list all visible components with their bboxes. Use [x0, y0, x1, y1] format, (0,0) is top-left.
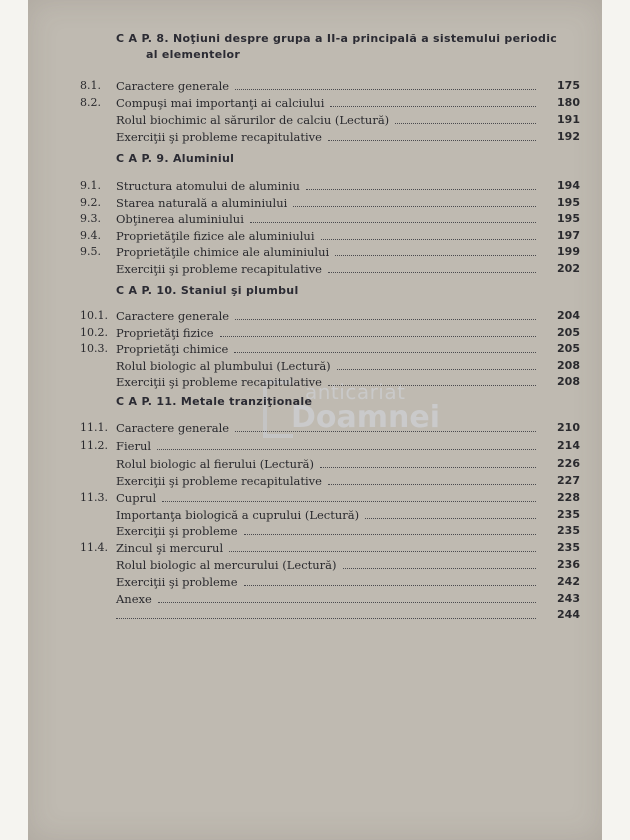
section-title: Compuşi mai importanţi ai calciului [116, 96, 325, 110]
page-number: 194 [557, 179, 580, 192]
dot-leader [337, 358, 536, 370]
section-title: Rolul biologic al fierului (Lectură) [116, 457, 314, 471]
section-title: Importanţa biologică a cuprului (Lectură) [116, 508, 360, 522]
page-number: 236 [557, 558, 580, 571]
section-title: Exerciţii şi probleme recapitulative [116, 130, 322, 144]
page-number: 195 [557, 196, 580, 209]
toc-entry [0, 195, 580, 211]
page-number: 199 [557, 245, 580, 258]
section-title: Proprietăţi fizice [116, 326, 214, 340]
section-title: Rolul biochimic al sărurilor de calciu (Lectură) [116, 113, 390, 127]
chapter-heading: C A P. 11. Metale tranziţionale [116, 395, 313, 408]
chapter-heading: C A P. 9. Aluminiul [116, 152, 235, 165]
page-number: 204 [557, 309, 580, 322]
section-number: 10.2. [80, 326, 108, 339]
toc-entry [0, 574, 580, 590]
page-number: 214 [557, 439, 580, 452]
page-number: 191 [557, 113, 580, 126]
toc-entry [0, 95, 580, 111]
page-number: 197 [557, 229, 580, 242]
toc-entry [0, 178, 580, 194]
dot-leader [328, 473, 536, 485]
section-number: 8.2. [80, 96, 101, 109]
chapter-heading: C A P. 10. Staniul şi plumbul [116, 284, 299, 297]
dot-leader [328, 261, 536, 273]
toc-entry [0, 308, 580, 324]
section-number: 9.1. [80, 179, 101, 192]
toc-entry [0, 456, 580, 472]
page-number: 210 [557, 421, 580, 434]
page-number: 208 [557, 359, 580, 372]
dot-leader [320, 456, 536, 468]
page-number: 242 [557, 575, 580, 588]
section-title: Exerciţii şi probleme [116, 524, 238, 538]
section-title: Caractere generale [116, 421, 230, 435]
dot-leader [330, 95, 536, 107]
dot-leader [321, 228, 536, 240]
page-number: 226 [557, 457, 580, 470]
section-title: Exerciţii şi probleme recapitulative [116, 375, 322, 389]
toc-entry [0, 358, 580, 374]
section-number: 10.1. [80, 309, 108, 322]
toc-entry [0, 540, 580, 556]
page-number: 235 [557, 524, 580, 537]
page-number: 228 [557, 491, 580, 504]
section-title: Proprietăţile chimice ale aluminiului [116, 245, 330, 259]
section-title: Obţinerea aluminiului [116, 212, 244, 226]
toc-entry [0, 438, 580, 454]
dot-leader [116, 607, 536, 619]
page-number: 244 [557, 608, 580, 621]
dot-leader [365, 507, 536, 519]
chapter-heading-continued: al elementelor [146, 48, 241, 61]
page-number: 235 [557, 508, 580, 521]
dot-leader [220, 325, 536, 337]
section-number: 11.1. [80, 421, 108, 434]
section-title: Cuprul [116, 491, 157, 505]
toc-entry [0, 211, 580, 227]
toc-entry [0, 129, 580, 145]
section-title: Rolul biologic al plumbului (Lectură) [116, 359, 331, 373]
page-number: 205 [557, 342, 580, 355]
section-number: 9.5. [80, 245, 101, 258]
toc-entry [0, 473, 580, 489]
dot-leader [244, 523, 536, 535]
watermark-line1: anticariat [305, 380, 406, 404]
dot-leader [162, 490, 536, 502]
section-title: Exerciţii şi probleme [116, 575, 238, 589]
section-title: Structura atomului de aluminiu [116, 179, 300, 193]
dot-leader [395, 112, 536, 124]
dot-leader [158, 591, 536, 603]
page-number: 227 [557, 474, 580, 487]
dot-leader [234, 341, 536, 353]
toc-entry [0, 607, 580, 623]
dot-leader [343, 557, 536, 569]
dot-leader [293, 195, 536, 207]
toc-entry [0, 325, 580, 341]
dot-leader [157, 438, 536, 450]
section-title: Proprietăţi chimice [116, 342, 229, 356]
section-title: Rolul biologic al mercurului (Lectură) [116, 558, 337, 572]
section-title: Exerciţii şi probleme recapitulative [116, 262, 322, 276]
section-title: Fierul [116, 439, 152, 453]
toc-entry [0, 591, 580, 607]
toc-entry [0, 244, 580, 260]
toc-entry [0, 507, 580, 523]
watermark-line2: Doamnei [291, 400, 441, 435]
section-number: 11.3. [80, 491, 108, 504]
toc-entry [0, 490, 580, 506]
page-number: 180 [557, 96, 580, 109]
section-number: 11.2. [80, 439, 108, 452]
section-title: Zincul şi mercurul [116, 541, 224, 555]
section-title: Caractere generale [116, 79, 230, 93]
dot-leader [244, 574, 536, 586]
page-number: 205 [557, 326, 580, 339]
page-number: 235 [557, 541, 580, 554]
toc-entry [0, 374, 580, 390]
dot-leader [306, 178, 536, 190]
dot-leader [235, 308, 536, 320]
section-number: 8.1. [80, 79, 101, 92]
section-number: 9.2. [80, 196, 101, 209]
toc-entry [0, 341, 580, 357]
page-number: 208 [557, 375, 580, 388]
dot-leader [250, 211, 536, 223]
toc-entry [0, 78, 580, 94]
section-number: 11.4. [80, 541, 108, 554]
toc-entry [0, 112, 580, 128]
page-number: 202 [557, 262, 580, 275]
toc-entry [0, 523, 580, 539]
dot-leader [229, 540, 536, 552]
section-number: 9.4. [80, 229, 101, 242]
section-number: 9.3. [80, 212, 101, 225]
page-number: 243 [557, 592, 580, 605]
dot-leader [335, 244, 536, 256]
section-number: 10.3. [80, 342, 108, 355]
dot-leader [235, 420, 536, 432]
section-title: Caractere generale [116, 309, 230, 323]
toc-entry [0, 261, 580, 277]
section-title: Proprietăţile fizice ale aluminiului [116, 229, 315, 243]
page-number: 175 [557, 79, 580, 92]
page-number: 195 [557, 212, 580, 225]
section-title: Starea naturală a aluminiului [116, 196, 288, 210]
dot-leader [235, 78, 536, 90]
dot-leader [328, 129, 536, 141]
dot-leader [328, 374, 536, 386]
toc-entry [0, 557, 580, 573]
section-title: Exerciţii şi probleme recapitulative [116, 474, 322, 488]
section-title: Anexe [116, 592, 152, 606]
toc-entry [0, 420, 580, 436]
chapter-heading: C A P. 8. Noţiuni despre grupa a II-a principală a sistemului periodic [116, 32, 558, 45]
page-number: 192 [557, 130, 580, 143]
toc-entry [0, 228, 580, 244]
